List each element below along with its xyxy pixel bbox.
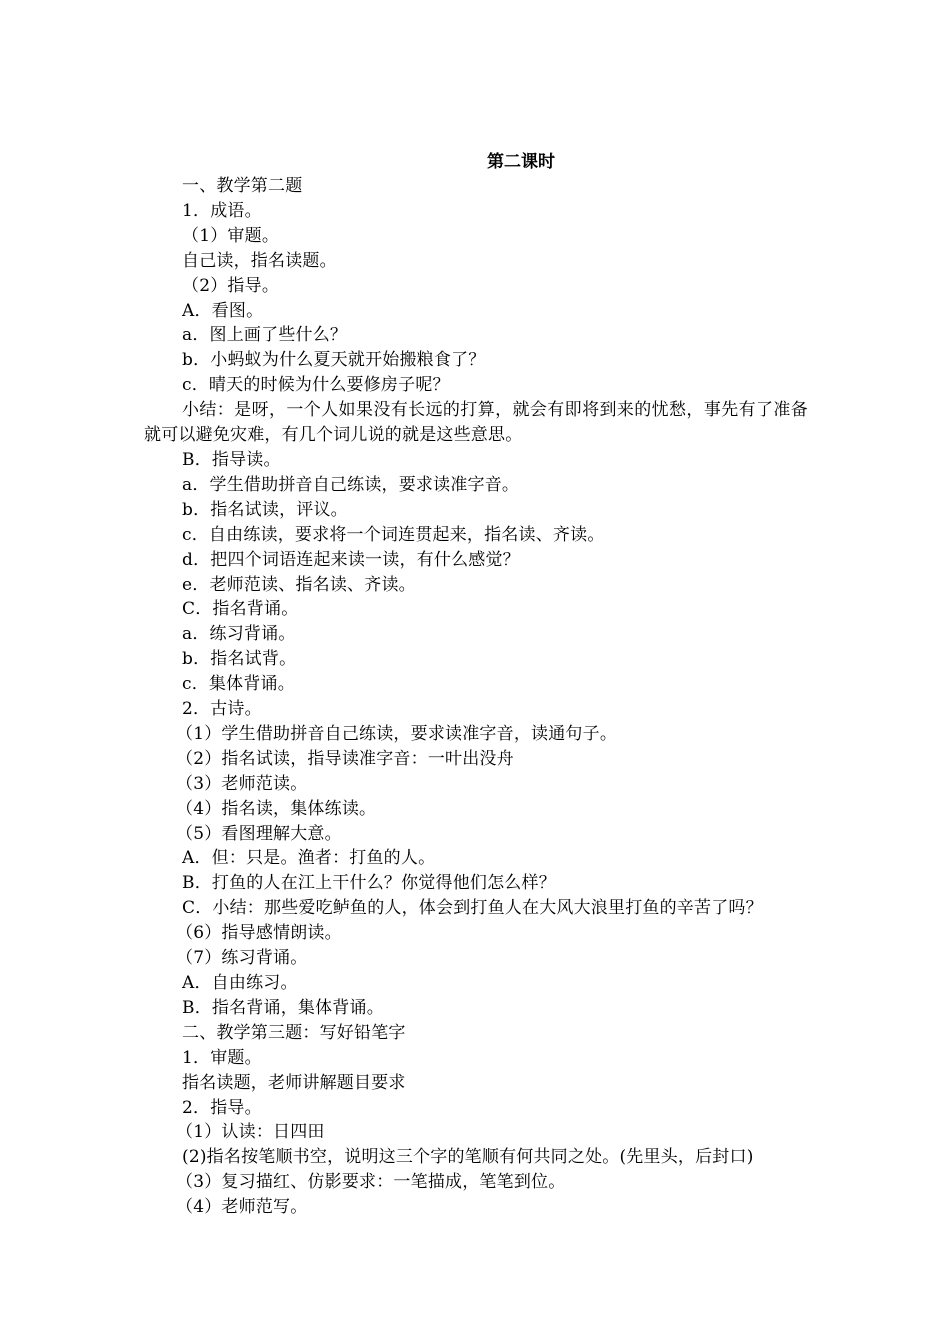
list-item: B．指导读。 [182, 449, 281, 470]
lesson-title: 第二课时 [487, 152, 555, 172]
list-item: c．晴天的时候为什么要修房子呢？ [182, 375, 450, 396]
list-item: C．指名背诵。 [182, 599, 299, 620]
list-item: d．把四个词语连起来读一读，有什么感觉？ [182, 549, 520, 570]
list-item: (2)指名按笔顺书空，说明这三个字的笔顺有何共同之处。(先里头，后封口) [182, 1147, 754, 1168]
list-item: （7）练习背诵。 [176, 948, 308, 969]
list-item: e．老师范读、指名读、齐读。 [182, 574, 416, 595]
list-item: （3）老师范读。 [176, 773, 308, 794]
list-item: 1．成语。 [182, 200, 262, 221]
list-item: （4）指名读，集体练读。 [176, 798, 377, 819]
list-item: 指名读题，老师讲解题目要求 [182, 1072, 406, 1093]
summary-paragraph: 小结：是呀，一个人如果没有长远的打算，就会有即将到来的忧愁，事先有了准备就可以避免灾难，有几个词儿说的就是这些意思。 [144, 400, 808, 446]
list-item: a．学生借助拼音自己练读，要求读准字音。 [182, 474, 520, 495]
list-item: A．看图。 [182, 300, 264, 321]
list-item: 自己读，指名读题。 [182, 250, 337, 271]
list-item: c．自由练读，要求将一个词连贯起来，指名读、齐读。 [182, 524, 605, 545]
section-heading: 一、教学第二题 [182, 176, 303, 196]
list-item: （1）认读：日四田 [176, 1122, 325, 1143]
list-item: 2．古诗。 [182, 699, 262, 720]
document-page [144, 150, 808, 1220]
list-item: 1．审题。 [182, 1047, 262, 1068]
list-item: （4）老师范写。 [176, 1197, 308, 1218]
list-item: C．小结：那些爱吃鲈鱼的人，体会到打鱼人在大风大浪里打鱼的辛苦了吗？ [182, 898, 763, 919]
list-item: b．指名试读，评议。 [182, 499, 348, 520]
list-item: b．小蚂蚁为什么夏天就开始搬粮食了？ [182, 350, 486, 371]
list-item: （3）复习描红、仿影要求：一笔描成，笔笔到位。 [176, 1172, 566, 1193]
list-item: a．图上画了些什么？ [182, 325, 348, 346]
list-item: c．集体背诵。 [182, 674, 295, 695]
list-item: （5）看图理解大意。 [176, 823, 342, 844]
list-item: （2）指名试读，指导读准字音：一叶出没舟 [176, 748, 514, 769]
list-item: （2）指导。 [182, 275, 280, 296]
list-item: A．自由练习。 [182, 973, 298, 993]
list-item: A．但：只是。渔者：打鱼的人。 [182, 848, 436, 869]
list-item: a．练习背诵。 [182, 624, 296, 645]
list-item: B．指名背诵，集体背诵。 [182, 997, 384, 1018]
list-item: （1）学生借助拼音自己练读，要求读准字音，读通句子。 [176, 723, 618, 744]
list-item: 2．指导。 [182, 1097, 262, 1118]
list-item: （6）指导感情朗读。 [176, 923, 342, 944]
list-item: （1）审题。 [182, 225, 280, 246]
section-heading: 二、教学第三题：写好铅笔字 [182, 1022, 406, 1043]
list-item: B．打鱼的人在江上干什么？你觉得他们怎么样？ [182, 873, 556, 894]
list-item: b．指名试背。 [182, 649, 297, 670]
